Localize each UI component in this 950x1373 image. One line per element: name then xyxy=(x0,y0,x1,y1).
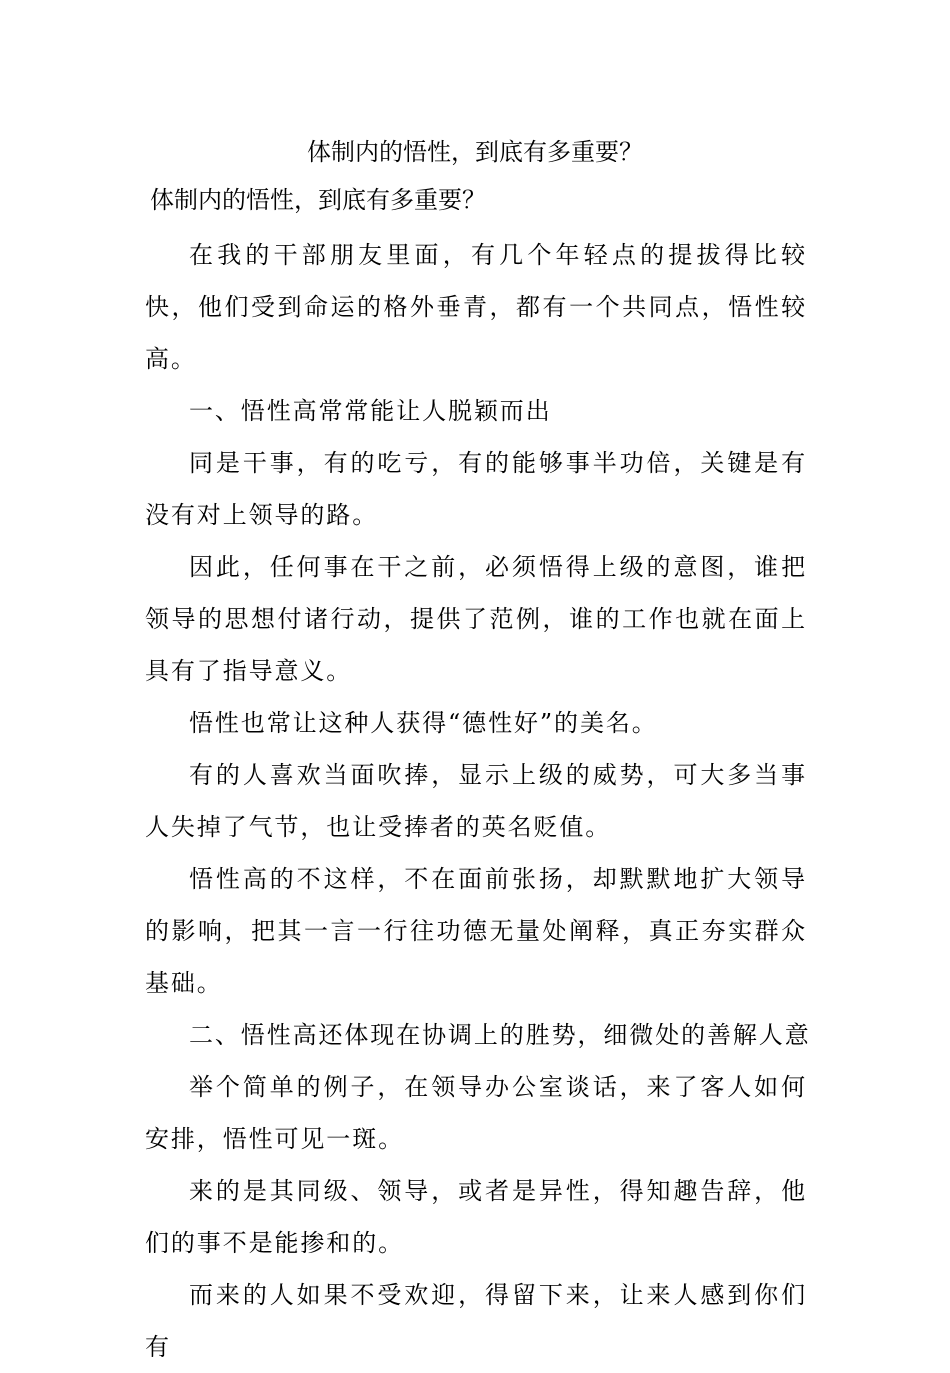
paragraph: 来的是其同级、领导，或者是异性，得知趣告辞，他们的事不是能掺和的。 xyxy=(145,1177,807,1257)
paragraph: 有的人喜欢当面吹捧，显示上级的威势，可大多当事人失掉了气节，也让受捧者的英名贬值。 xyxy=(145,761,807,841)
paragraph: 悟性高的不这样，不在面前张扬，却默默地扩大领导的影响，把其一言一行往功德无量处阐释，真正夯实群众基础。 xyxy=(145,865,807,997)
document-body xyxy=(145,229,811,1373)
section-heading-2: 二、悟性高还体现在协调上的胜势，细微处的善解人意 xyxy=(189,1021,811,1049)
paragraph: 因此，任何事在干之前，必须悟得上级的意图，谁把领导的思想付诸行动，提供了范例，谁的工作也就在面上具有了指导意义。 xyxy=(145,553,807,685)
paragraph: 而来的人如果不受欢迎，得留下来，让来人感到你们有 xyxy=(145,1281,807,1361)
paragraph: 举个简单的例子，在领导办公室谈话，来了客人如何安排，悟性可见一斑。 xyxy=(145,1073,807,1153)
section-heading-1: 一、悟性高常常能让人脱颖而出 xyxy=(189,397,552,425)
paragraph: 在我的干部朋友里面，有几个年轻点的提拔得比较快，他们受到命运的格外垂青，都有一个共同点，悟性较高。 xyxy=(145,241,807,373)
page-title: 体制内的悟性，到底有多重要？ xyxy=(307,138,643,166)
page-subtitle: 体制内的悟性，到底有多重要？ xyxy=(150,186,486,214)
paragraph: 同是干事，有的吃亏，有的能够事半功倍，关键是有没有对上领导的路。 xyxy=(145,449,807,529)
paragraph: 悟性也常让这种人获得“德性好”的美名。 xyxy=(189,709,658,737)
